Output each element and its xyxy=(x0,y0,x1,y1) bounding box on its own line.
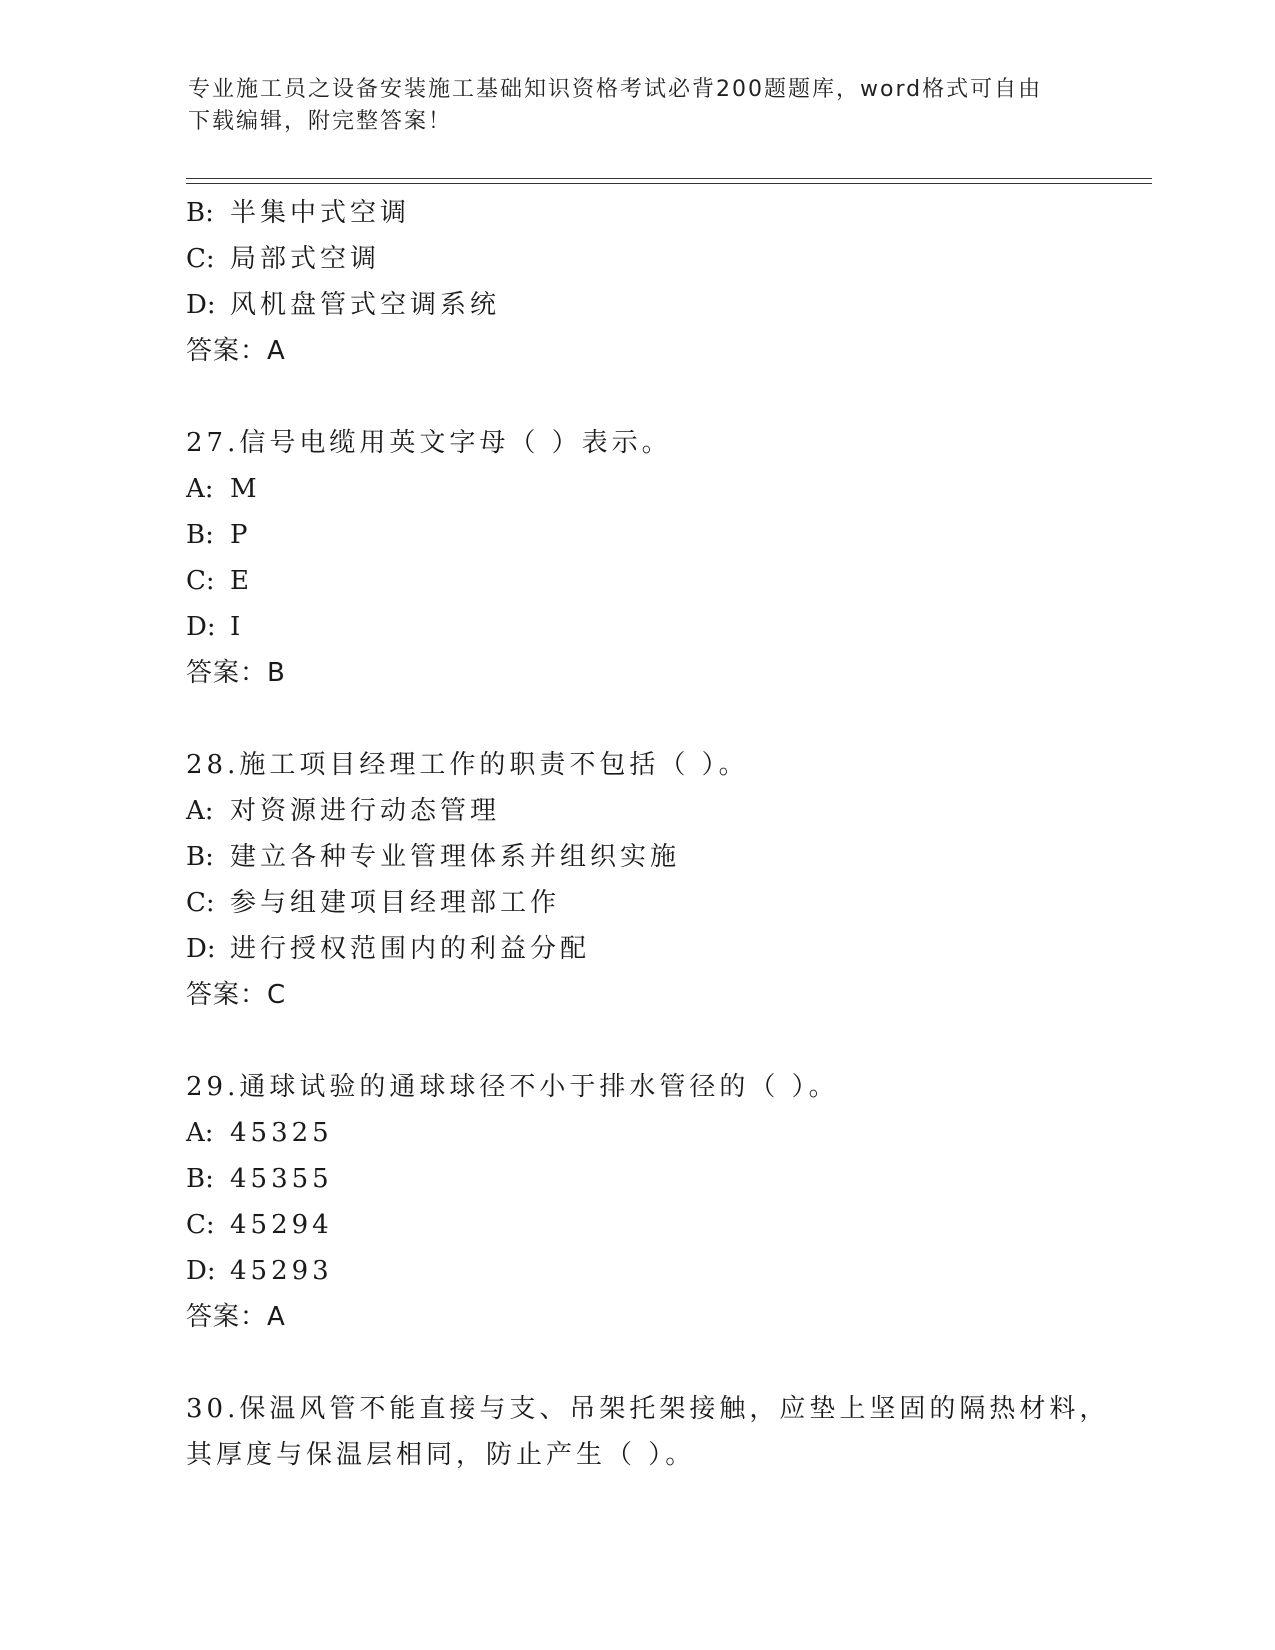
answer-value: A xyxy=(267,336,286,366)
option-text: 45294 xyxy=(230,1210,333,1240)
answer-line xyxy=(186,972,1146,1018)
answer-line xyxy=(186,328,1146,374)
option-d xyxy=(186,1248,1146,1294)
option-c xyxy=(186,1202,1146,1248)
option-text: E xyxy=(230,566,253,596)
option-c xyxy=(186,236,1146,282)
option-d xyxy=(186,926,1146,972)
question-stem: 29.通球试验的通球球径不小于排水管径的（ ）。 xyxy=(186,1072,839,1102)
option-text: 45293 xyxy=(230,1256,333,1286)
question-28 xyxy=(186,742,1146,1018)
option-a xyxy=(186,788,1146,834)
question-stem-line-1: 30.保温风管不能直接与支、吊架托架接触，应垫上坚固的隔热材料， xyxy=(186,1394,1110,1424)
question-stem: 28.施工项目经理工作的职责不包括（ ）。 xyxy=(186,750,749,780)
option-label: C: xyxy=(186,244,215,274)
option-b xyxy=(186,834,1146,880)
option-label: B: xyxy=(186,198,214,228)
header-divider-bottom xyxy=(186,183,1152,184)
option-label: D: xyxy=(186,934,216,964)
option-label: D: xyxy=(186,612,216,642)
option-d xyxy=(186,604,1146,650)
document-header xyxy=(188,74,1068,138)
option-label: A: xyxy=(186,1118,214,1148)
option-label: A: xyxy=(186,474,214,504)
option-text: 进行授权范围内的利益分配 xyxy=(230,934,591,964)
option-text: M xyxy=(230,474,261,504)
option-label: D: xyxy=(186,1256,216,1286)
question-list xyxy=(186,190,1146,1478)
option-label: B: xyxy=(186,842,214,872)
option-a xyxy=(186,1110,1146,1156)
option-b xyxy=(186,512,1146,558)
option-text: I xyxy=(230,612,245,642)
header-title-line-2: 下载编辑，附完整答案！ xyxy=(188,109,453,134)
option-text: P xyxy=(230,520,252,550)
option-label: A: xyxy=(186,796,214,826)
option-label: D: xyxy=(186,290,216,320)
option-b xyxy=(186,1156,1146,1202)
question-stem-line-2: 其厚度与保温层相同，防止产生（ ）。 xyxy=(186,1440,696,1470)
option-label: C: xyxy=(186,566,215,596)
option-label: B: xyxy=(186,520,214,550)
answer-prefix: 答案： xyxy=(186,980,268,1010)
answer-value: B xyxy=(267,658,286,688)
option-d xyxy=(186,282,1146,328)
option-text: 局部式空调 xyxy=(230,244,381,274)
question-27 xyxy=(186,420,1146,696)
question-29 xyxy=(186,1064,1146,1340)
answer-value: C xyxy=(267,980,287,1010)
option-label: C: xyxy=(186,1210,215,1240)
answer-prefix: 答案： xyxy=(186,336,268,366)
option-label: C: xyxy=(186,888,215,918)
option-c xyxy=(186,880,1146,926)
option-text: 对资源进行动态管理 xyxy=(230,796,501,826)
option-c xyxy=(186,558,1146,604)
option-text: 建立各种专业管理体系并组织实施 xyxy=(230,842,681,872)
question-continued xyxy=(186,190,1146,374)
option-text: 参与组建项目经理部工作 xyxy=(230,888,561,918)
question-stem: 27.信号电缆用英文字母（ ）表示。 xyxy=(186,428,672,458)
option-text: 风机盘管式空调系统 xyxy=(230,290,501,320)
option-label: B: xyxy=(186,1164,214,1194)
option-text: 半集中式空调 xyxy=(230,198,411,228)
answer-line xyxy=(186,1294,1146,1340)
option-b xyxy=(186,190,1146,236)
header-title-line-1: 专业施工员之设备安装施工基础知识资格考试必背200题题库，word格式可自由 xyxy=(188,77,1043,102)
option-text: 45355 xyxy=(230,1164,333,1194)
answer-value: A xyxy=(267,1302,286,1332)
answer-line xyxy=(186,650,1146,696)
question-30 xyxy=(186,1386,1146,1478)
option-a xyxy=(186,466,1146,512)
option-text: 45325 xyxy=(230,1118,333,1148)
answer-prefix: 答案： xyxy=(186,1302,268,1332)
answer-prefix: 答案： xyxy=(186,658,268,688)
header-divider-top xyxy=(186,178,1152,179)
